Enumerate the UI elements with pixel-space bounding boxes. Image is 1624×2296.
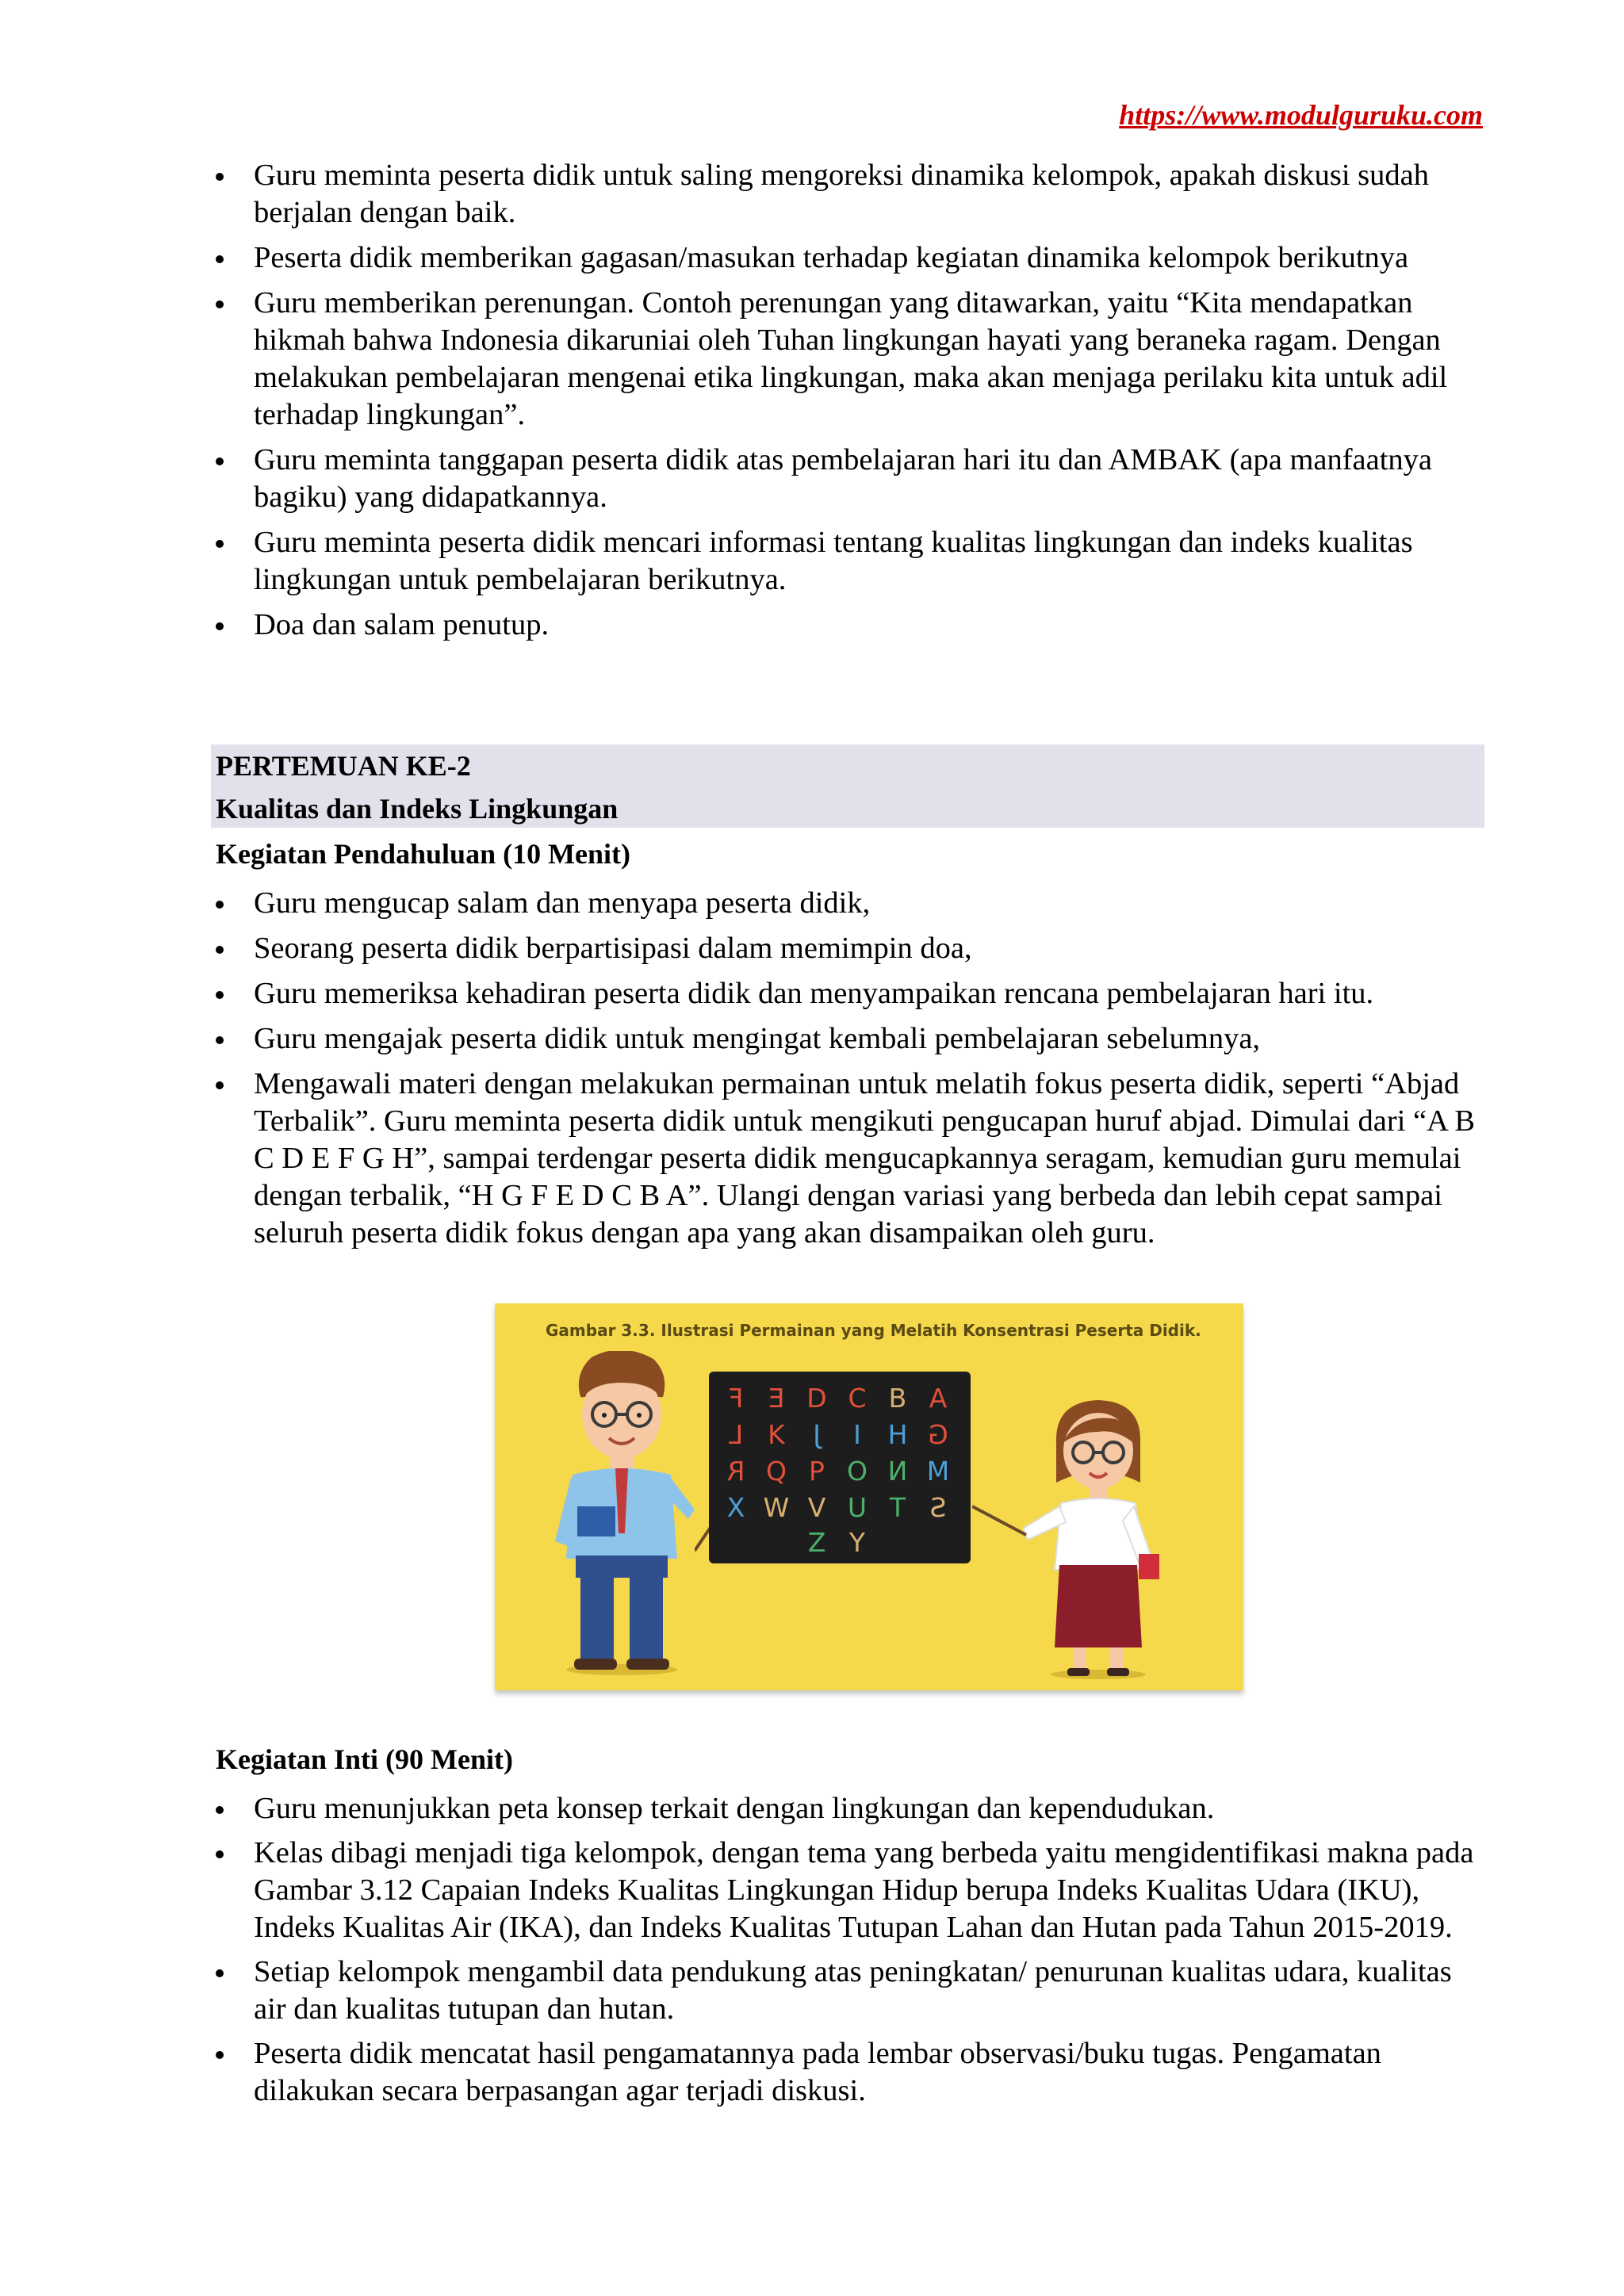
list-item: Guru menunjukkan peta konsep terkait dengan lingkungan dan kependudukan.: [213, 1790, 1483, 1827]
board-letter: T: [889, 1492, 906, 1523]
list-item: Guru memeriksa kehadiran peserta didik dan menyampaikan rencana pembelajaran hari itu.: [213, 975, 1483, 1012]
board-letter: J: [813, 1419, 821, 1450]
board-letter: D: [806, 1383, 827, 1414]
board-letter: G: [928, 1419, 948, 1450]
pendahuluan-heading: Kegiatan Pendahuluan (10 Menit): [216, 838, 631, 870]
list-item: Peserta didik memberikan gagasan/masukan terhadap kegiatan dinamika kelompok berikutnya: [213, 239, 1483, 277]
board-letter: H: [887, 1419, 908, 1450]
closing-activities-list: [213, 157, 1483, 652]
board-letter: Q: [766, 1456, 787, 1487]
board-letter: O: [847, 1456, 868, 1487]
figure-caption: Gambar 3.3. Ilustrasi Permainan yang Melatih Konsentrasi Peserta Didik.: [546, 1321, 1201, 1340]
female-teacher-illustration: [1023, 1395, 1174, 1681]
board-letter: P: [809, 1456, 825, 1487]
list-item: Guru mengucap salam dan menyapa peserta didik,: [213, 885, 1483, 922]
board-letter: M: [926, 1456, 950, 1487]
concentration-game-illustration: [495, 1303, 1243, 1690]
list-item: Setiap kelompok mengambil data pendukung atas peningkatan/ penurunan kualitas udara, kualitas air dan kualitas tutupan dan hutan.: [213, 1954, 1483, 2028]
inti-list: [213, 1790, 1483, 2117]
pointer-stick: [972, 1505, 1028, 1536]
board-letter: E: [768, 1383, 785, 1414]
board-letter: I: [853, 1419, 861, 1450]
board-letter: N: [887, 1456, 908, 1487]
board-letter: A: [929, 1383, 948, 1414]
board-letter: C: [848, 1383, 867, 1414]
board-letter: X: [726, 1492, 745, 1523]
board-letter: Z: [807, 1527, 826, 1558]
board-letter: F: [728, 1383, 744, 1414]
inti-heading: Kegiatan Inti (90 Menit): [216, 1743, 513, 1775]
list-item: Guru mengajak peserta didik untuk mengingat kembali pembelajaran sebelumnya,: [213, 1020, 1483, 1058]
board-letter: K: [768, 1419, 785, 1450]
board-letter: L: [728, 1419, 744, 1450]
list-item: Kelas dibagi menjadi tiga kelompok, dengan tema yang berbeda yaitu mengidentifikasi makna pada Gambar 3.12 Capaian Indeks Kualitas Lingkungan Hidup berupa Indeks Kualitas Udara (IKU), Indeks Kualitas Air (IKA), dan Indeks Kualitas Tutupan Lahan dan Hutan pada Tahun 2015-2019.: [213, 1835, 1483, 1946]
board-letter: S: [929, 1492, 947, 1523]
board-letter: Y: [848, 1527, 866, 1558]
list-item: Guru memberikan perenungan. Contoh perenungan yang ditawarkan, yaitu “Kita mendapatkan hikmah bahwa Indonesia dikaruniai oleh Tuhan lingkungan hayati yang beraneka ragam. Dengan melakukan pembelajaran mengenai etika lingkungan, maka akan menjaga perilaku kita untuk adil terhadap lingkungan”.: [213, 285, 1483, 434]
board-letter: B: [888, 1383, 907, 1414]
letter-board: [709, 1372, 971, 1563]
list-item: Doa dan salam penutup.: [213, 607, 1483, 644]
list-item: Mengawali materi dengan melakukan permainan untuk melatih fokus peserta didik, seperti “Abjad Terbalik”. Guru meminta peserta didik untuk mengikuti pengucapan huruf abjad. Dimulai dari “A B C D E F G H”, sampai terdengar peserta didik mengucapkannya seragam, kemudian guru memulai dengan terbalik, “H G F E D C B A”. Ulangi dengan variasi yang berbeda dan lebih cepat sampai seluruh peserta didik fokus dengan apa yang akan disampaikan oleh guru.: [213, 1066, 1483, 1252]
meeting-title: PERTEMUAN KE-2: [216, 750, 471, 782]
male-teacher-illustration: [542, 1351, 701, 1676]
list-item: Guru meminta tanggapan peserta didik atas pembelajaran hari itu dan AMBAK (apa manfaatnya bagiku) yang didapatkannya.: [213, 442, 1483, 516]
list-item: Guru meminta peserta didik untuk saling mengoreksi dinamika kelompok, apakah diskusi sudah berjalan dengan baik.: [213, 157, 1483, 232]
list-item: Guru meminta peserta didik mencari informasi tentang kualitas lingkungan dan indeks kualitas lingkungan untuk pembelajaran berikutnya.: [213, 524, 1483, 599]
board-letter: V: [807, 1492, 826, 1523]
pendahuluan-list: [213, 885, 1483, 1260]
meeting-subtitle: Kualitas dan Indeks Lingkungan: [216, 793, 619, 825]
list-item: Seorang peserta didik berpartisipasi dalam memimpin doa,: [213, 930, 1483, 967]
board-letter: U: [847, 1492, 868, 1523]
site-url-link[interactable]: https://www.modulguruku.com: [1119, 99, 1483, 131]
list-item: Peserta didik mencatat hasil pengamatannya pada lembar observasi/buku tugas. Pengamatan dilakukan secara berpasangan agar terjadi diskusi.: [213, 2035, 1483, 2110]
board-letter: R: [726, 1456, 745, 1487]
board-letter: W: [763, 1492, 790, 1523]
